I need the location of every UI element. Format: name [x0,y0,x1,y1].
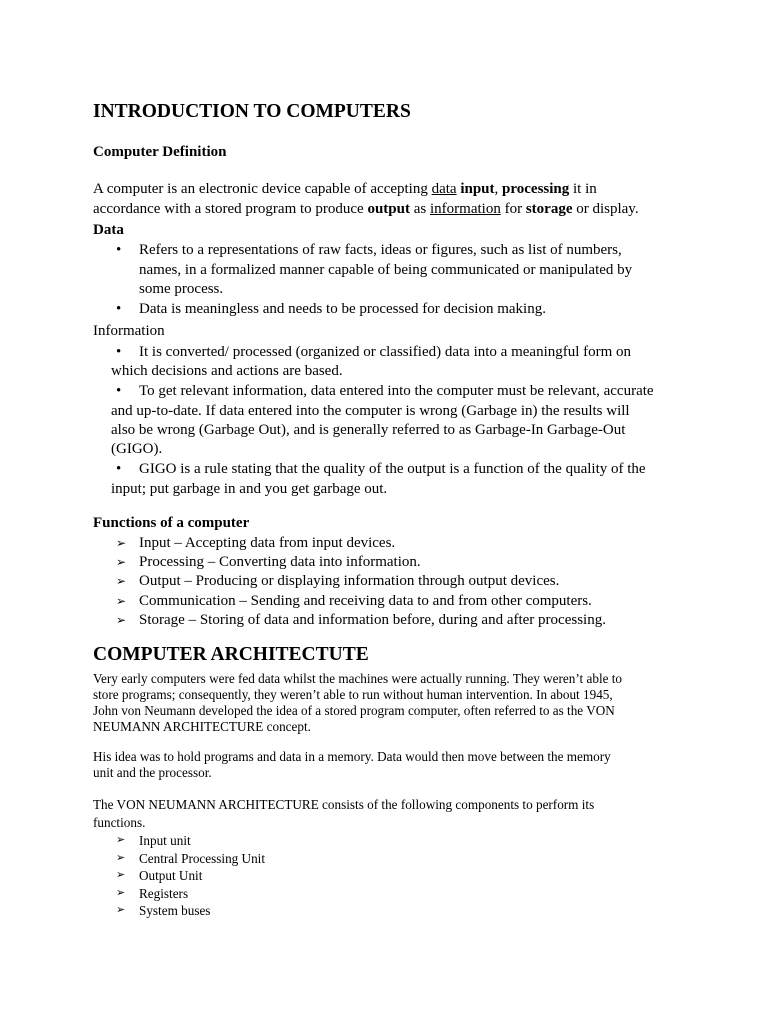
info-bullet-3-line-2: input; put garbage in and you get garbage out. [111,481,388,497]
info-bullet-2-line-1: To get relevant information, data entered into the computer must be relevant, accurate [139,383,654,399]
info-bullet-1-line-1: It is converted/ processed (organized or classified) data into a meaningful form on [139,344,632,360]
function-item: Storage – Storing of data and information before, during and after processing. [139,612,606,628]
info-bullet-2-line-3: also be wrong (Garbage Out), and is generally referred to as Garbage-In Garbage-Out [111,422,626,438]
data-bullet-1-line-3: some process. [139,281,224,297]
functions-heading: Functions of a computer [93,515,250,531]
data-bullet-1-line-1: Refers to a representations of raw facts, ideas or figures, such as list of numbers, [139,242,622,258]
data-bullet-1-line-2: names, in a formalized manner capable of being communicated or manipulated by [139,262,633,278]
definition-line-2: accordance with a stored program to produce output as information for storage or display. [93,201,639,217]
component-item: System buses [139,903,211,918]
architecture-p3-line-2: functions. [93,815,146,830]
arrow-bullet-icon: ➢ [116,613,127,627]
definition-heading: Computer Definition [93,144,227,160]
bullet-icon: • [116,242,122,258]
architecture-p1-line-2: store programs; consequently, they weren’t able to run without human intervention. In about 1945, [93,687,613,702]
component-item: Output Unit [139,868,203,883]
arrow-bullet-icon: ➢ [116,834,126,846]
component-item: Central Processing Unit [139,851,265,866]
function-item: Output – Producing or displaying information through output devices. [139,573,560,589]
architecture-p3-line-1: The VON NEUMANN ARCHITECTURE consists of the following components to perform its [93,797,595,812]
architecture-p1-line-1: Very early computers were fed data whilst the machines were actually running. They weren’t able to [93,671,623,686]
info-bullet-3-line-1: GIGO is a rule stating that the quality of the output is a function of the quality of the [139,461,646,477]
function-item: Processing – Converting data into information. [139,554,421,570]
function-item: Communication – Sending and receiving data to and from other computers. [139,593,592,609]
information-heading: Information [93,323,165,339]
function-item: Input – Accepting data from input devices. [139,535,396,551]
data-heading: Data [93,222,124,238]
definition-line-1: A computer is an electronic device capable of accepting data input, processing it in [93,181,597,197]
info-bullet-1-line-2: which decisions and actions are based. [111,363,343,379]
arrow-bullet-icon: ➢ [116,869,126,881]
arrow-bullet-icon: ➢ [116,594,127,608]
architecture-p1-line-3: John von Neumann developed the idea of a stored program computer, often referred to as the VON [93,703,615,718]
architecture-p2-line-1: His idea was to hold programs and data in a memory. Data would then move between the memory [93,749,611,764]
arrow-bullet-icon: ➢ [116,536,127,550]
arrow-bullet-icon: ➢ [116,904,126,916]
bullet-icon: • [116,461,122,477]
arrow-bullet-icon: ➢ [116,574,127,588]
info-bullet-2-line-4: (GIGO). [111,441,163,457]
bullet-icon: • [116,301,122,317]
architecture-p2-line-2: unit and the processor. [93,765,212,780]
arrow-bullet-icon: ➢ [116,887,126,899]
data-bullet-2: Data is meaningless and needs to be processed for decision making. [139,301,546,317]
architecture-p1-line-4: NEUMANN ARCHITECTURE concept. [93,719,311,734]
bullet-icon: • [116,344,122,360]
component-item: Registers [139,886,189,901]
info-bullet-2-line-2: and up-to-date. If data entered into the computer is wrong (Garbage in) the results will [111,403,630,419]
arrow-bullet-icon: ➢ [116,555,127,569]
component-item: Input unit [139,833,191,848]
architecture-heading: COMPUTER ARCHITECTUTE [93,644,369,665]
page-title: INTRODUCTION TO COMPUTERS [93,101,411,122]
bullet-icon: • [116,383,122,399]
arrow-bullet-icon: ➢ [116,852,126,864]
